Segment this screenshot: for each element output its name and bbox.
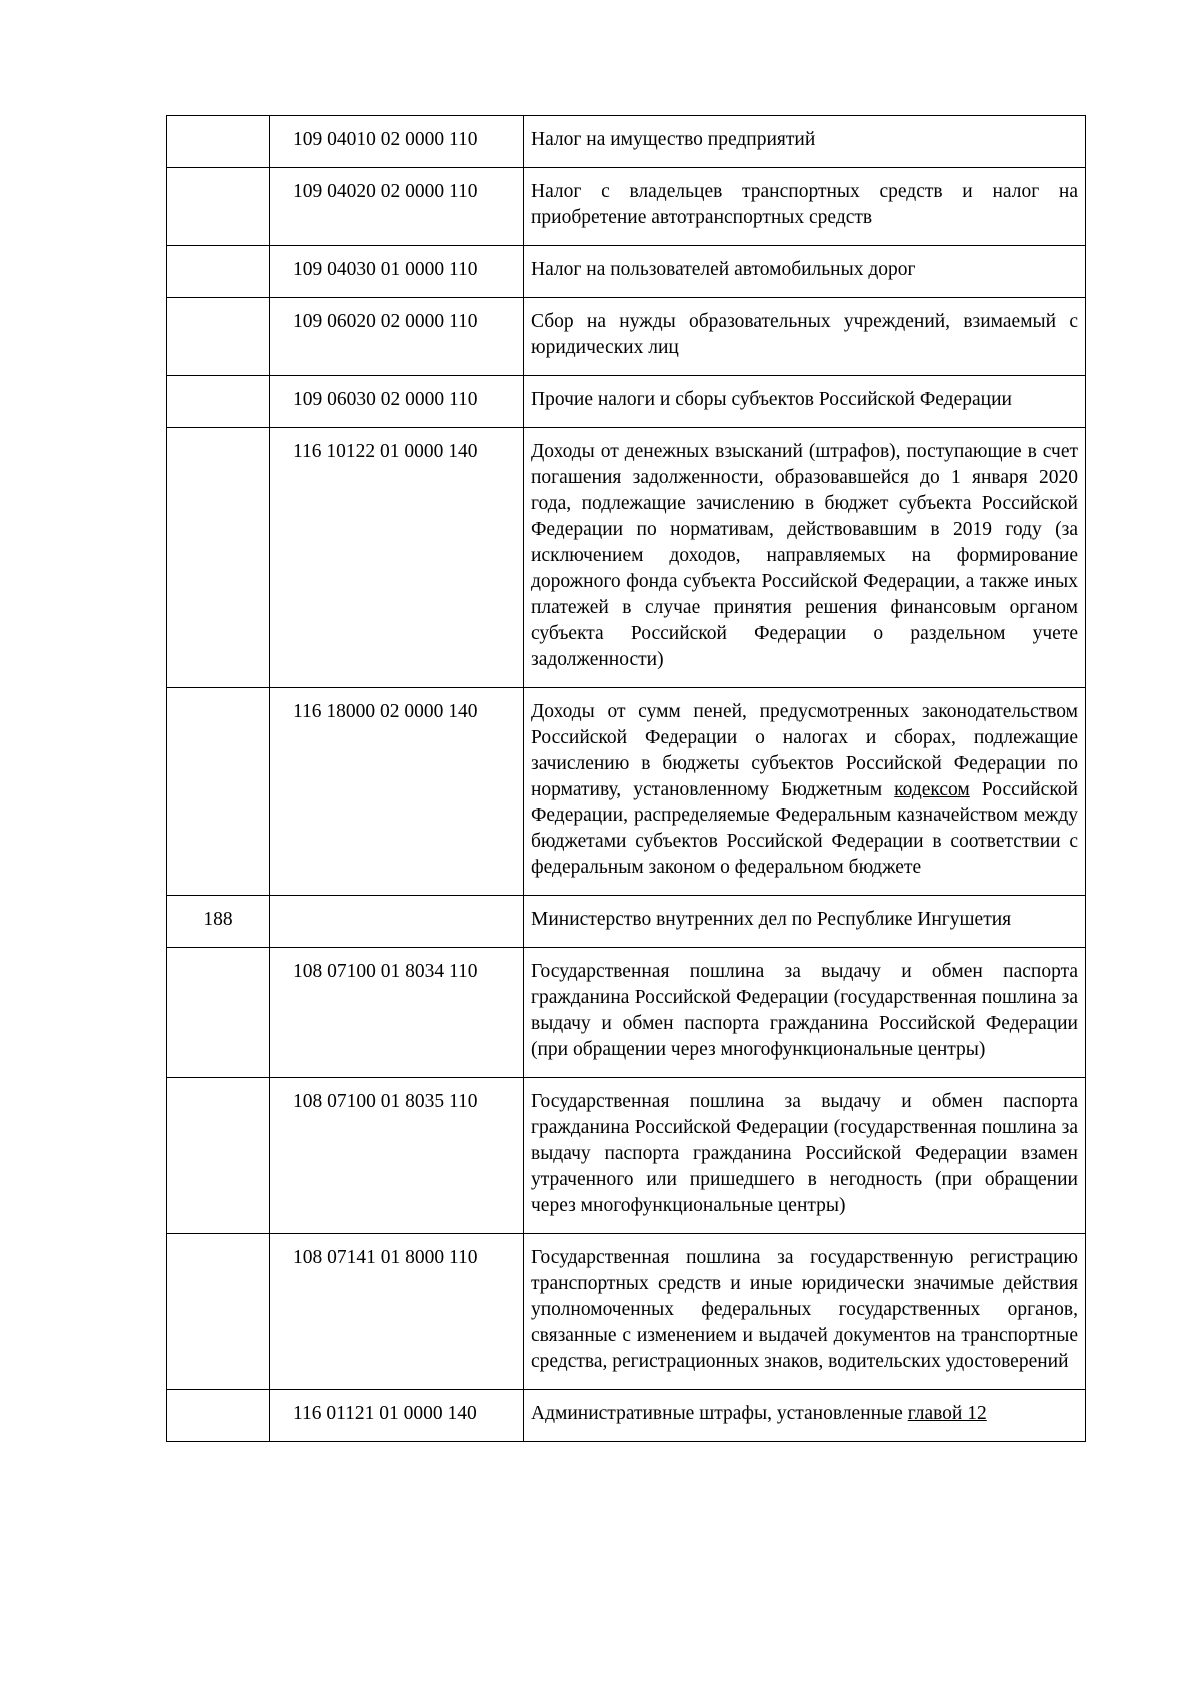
revenue-code-cell: 116 18000 02 0000 140 <box>270 688 524 896</box>
revenue-code-cell: 109 06020 02 0000 110 <box>270 298 524 376</box>
revenue-name-cell <box>524 688 1086 896</box>
table-row <box>167 1390 1086 1442</box>
chapter-code-cell <box>167 298 270 376</box>
revenue-name-cell: Государственная пошлина за выдачу и обмен паспорта гражданина Российской Федерации (государственная пошлина за выдачу паспорта гражданина Российской Федерации взамен утраченного или пришедшего в негодность (при обращении через многофункциональные центры) <box>524 1078 1086 1234</box>
revenue-name-cell: Министерство внутренних дел по Республике Ингушетия <box>524 896 1086 948</box>
chapter-code-cell <box>167 1234 270 1390</box>
table-row <box>167 948 1086 1078</box>
table-row <box>167 428 1086 688</box>
revenue-name-cell: Государственная пошлина за выдачу и обмен паспорта гражданина Российской Федерации (государственная пошлина за выдачу и обмен паспорта гражданина Российской Федерации (при обращении через многофункциональные центры) <box>524 948 1086 1078</box>
chapter-code-cell <box>167 168 270 246</box>
revenue-name-cell: Налог с владельцев транспортных средств и налог на приобретение автотранспортных средств <box>524 168 1086 246</box>
revenue-name-text: Российской Федерации, распределяемые Федеральным казначейством между бюджетами субъектов Российской Федерации в соответствии с федеральным законом о федеральном бюджете <box>531 779 1078 878</box>
revenue-name-cell: Доходы от денежных взысканий (штрафов), поступающие в счет погашения задолженности, образовавшейся до 1 января 2020 года, подлежащие зачислению в бюджет субъекта Российской Федерации по нормативам, действовавшим в 2019 году (за исключением доходов, направляемых на формирование дорожного фонда субъекта Российской Федерации, а также иных платежей в случае принятия решения финансовым органом субъекта Российской Федерации о раздельном учете задолженности) <box>524 428 1086 688</box>
chapter-code-cell <box>167 688 270 896</box>
chapter-code-cell: 188 <box>167 896 270 948</box>
table-row <box>167 376 1086 428</box>
revenue-code-cell: 108 07141 01 8000 110 <box>270 1234 524 1390</box>
chapter-code-cell <box>167 116 270 168</box>
revenue-code-cell: 109 06030 02 0000 110 <box>270 376 524 428</box>
table-row <box>167 688 1086 896</box>
table-row <box>167 896 1086 948</box>
table-row <box>167 1234 1086 1390</box>
chapter-code-cell <box>167 948 270 1078</box>
revenue-name-cell: Прочие налоги и сборы субъектов Российской Федерации <box>524 376 1086 428</box>
revenue-code-cell: 109 04030 01 0000 110 <box>270 246 524 298</box>
revenue-codes-table <box>166 115 1086 1442</box>
revenue-code-cell: 109 04010 02 0000 110 <box>270 116 524 168</box>
revenue-name-cell: Государственная пошлина за государственную регистрацию транспортных средств и иные юридически значимые действия уполномоченных федеральных государственных органов, связанные с изменением и выдачей документов на транспортные средства, регистрационных знаков, водительских удостоверений <box>524 1234 1086 1390</box>
chapter-code-cell <box>167 1078 270 1234</box>
table-row <box>167 246 1086 298</box>
table-row <box>167 1078 1086 1234</box>
budget-code-link[interactable]: кодексом <box>894 779 970 800</box>
revenue-name-cell: Сбор на нужды образовательных учреждений, взимаемый с юридических лиц <box>524 298 1086 376</box>
revenue-name-cell: Налог на имущество предприятий <box>524 116 1086 168</box>
chapter-code-cell <box>167 1390 270 1442</box>
revenue-code-cell: 109 04020 02 0000 110 <box>270 168 524 246</box>
chapter-code-cell <box>167 376 270 428</box>
revenue-name-cell: Налог на пользователей автомобильных дорог <box>524 246 1086 298</box>
revenue-code-cell <box>270 896 524 948</box>
revenue-code-cell: 116 10122 01 0000 140 <box>270 428 524 688</box>
table-row <box>167 298 1086 376</box>
revenue-code-cell: 108 07100 01 8034 110 <box>270 948 524 1078</box>
chapter-code-cell <box>167 428 270 688</box>
chapter-code-cell <box>167 246 270 298</box>
chapter-12-link[interactable]: главой 12 <box>907 1403 987 1424</box>
revenue-name-text: Доходы от сумм пеней, предусмотренных законодательством Российской Федерации о налогах и сборах, подлежащие зачислению в бюджеты субъектов Российской Федерации по нормативу, установленному Бюджетным <box>531 701 1078 800</box>
revenue-name-text: Административные штрафы, установленные <box>531 1403 908 1424</box>
table-row <box>167 168 1086 246</box>
revenue-name-cell <box>524 1390 1086 1442</box>
revenue-code-cell: 108 07100 01 8035 110 <box>270 1078 524 1234</box>
table-row <box>167 116 1086 168</box>
revenue-code-cell: 116 01121 01 0000 140 <box>270 1390 524 1442</box>
